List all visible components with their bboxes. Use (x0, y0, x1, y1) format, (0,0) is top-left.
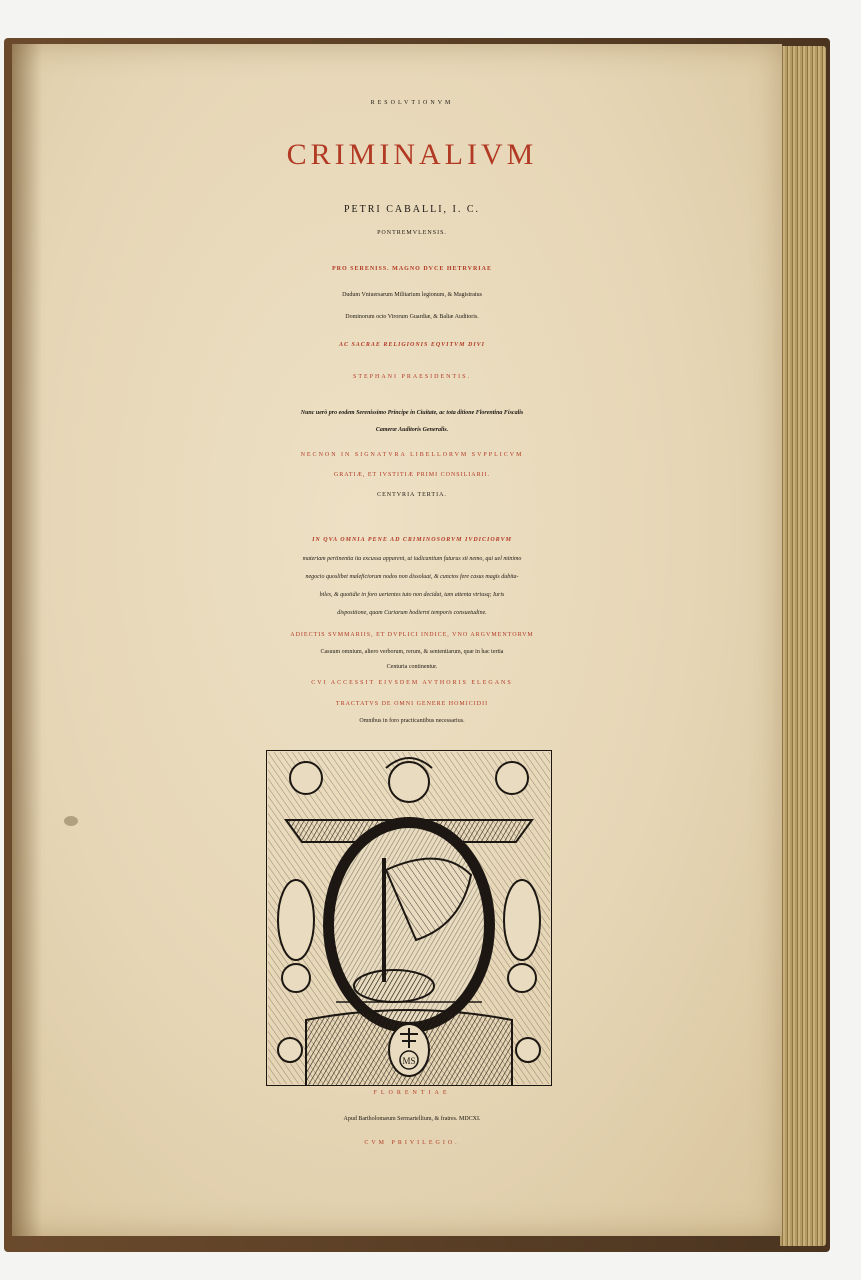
description-line-3: biles, & quotidie in foro uertentes tuto non decidat, tam attenta vtriusq; Iuris (319, 592, 505, 598)
religion-line: AC SACRAE RELIGIONIS EQVITVM DIVI (338, 342, 486, 348)
author-origin: PONTREMVLENSIS. (377, 230, 447, 236)
omnibus-line: Omnibus in foro practicantibus necessarius. (359, 718, 465, 724)
imprint-printer: Apud Bartholomæum Sermartellium, & fratres. MDCXI. (343, 1116, 481, 1122)
adiectis-line: ADIECTIS SVMMARIIS, ET DVPLICI INDICE, VNO ARGVMENTORVM (290, 632, 534, 638)
gratiae-line: GRATIÆ, ET IVSTITIÆ PRIMI CONSILIARII. (333, 472, 491, 478)
tractatus-line: TRACTATVS DE OMNI GENERE HOMICIDII (335, 701, 489, 707)
imprint-privilege: CVM PRIVILEGIO. (364, 1140, 460, 1146)
casuum-line: Casuum omnium, altero verborum, rerum, & sententiarum, quæ in hac tertia (320, 649, 504, 655)
cui-accessit-line: CVI ACCESSIT EIVSDEM AVTHORIS ELEGANS (311, 680, 513, 686)
title-line-criminalium: CRIMINALIVM (286, 138, 538, 171)
description-line-2: negocio quoslibet maleficiorum nodos non dissoluat, & cunctos fere casus magis dubita- (305, 574, 519, 580)
title-line-resolutionum: RESOLVTIONVM (370, 100, 454, 106)
centuria-tertia-heading: CENTVRIA TERTIA. (377, 492, 447, 498)
nunc-uero-line: Nunc uerò pro eodem Serenissimo Principe in Ciuitate, ac tota ditione Florentina Fiscalis (300, 410, 524, 416)
centuria-continentur-line: Centuria continentur. (386, 664, 438, 670)
page-edges (780, 46, 826, 1246)
camerae-line: Cameræ Auditoris Generalis. (375, 427, 449, 433)
page-gutter-shadow (12, 44, 42, 1236)
dedication-line: PRO SERENISS. MAGNO DVCE HETRVRIAE (332, 266, 492, 272)
necnon-line: NECNON IN SIGNATVRA LIBELLORVM SVPPLICVM (300, 452, 524, 458)
printers-device-woodcut-icon (266, 750, 552, 1086)
imprint-city: FLORENTIAE (373, 1090, 451, 1096)
description-line-1: materiam pertinentia ita excussa apparent, ut iudicantium futurus sit nemo, qui uel minimo (302, 556, 522, 562)
in-qua-line: IN QVA OMNIA PENE AD CRIMINOSORVM IVDICIORVM (312, 537, 512, 543)
monogram-text: MS (402, 1056, 416, 1066)
description-line-4: dispositione, quam Curiarum hodierni temporis consuetudine. (337, 610, 487, 616)
praesidentis-line: STEPHANI PRAESIDENTIS. (352, 374, 471, 380)
title-page (12, 44, 782, 1236)
office-line-1: Dudum Vniuersarum Militarium legionum, & Magistratus (342, 292, 482, 298)
paper-stain (64, 816, 78, 826)
author-name: PETRI CABALLI, I. C. (343, 204, 481, 215)
office-line-2: Dominorum octo Virorum Guardiæ, & Baliæ Auditoris. (345, 314, 479, 320)
